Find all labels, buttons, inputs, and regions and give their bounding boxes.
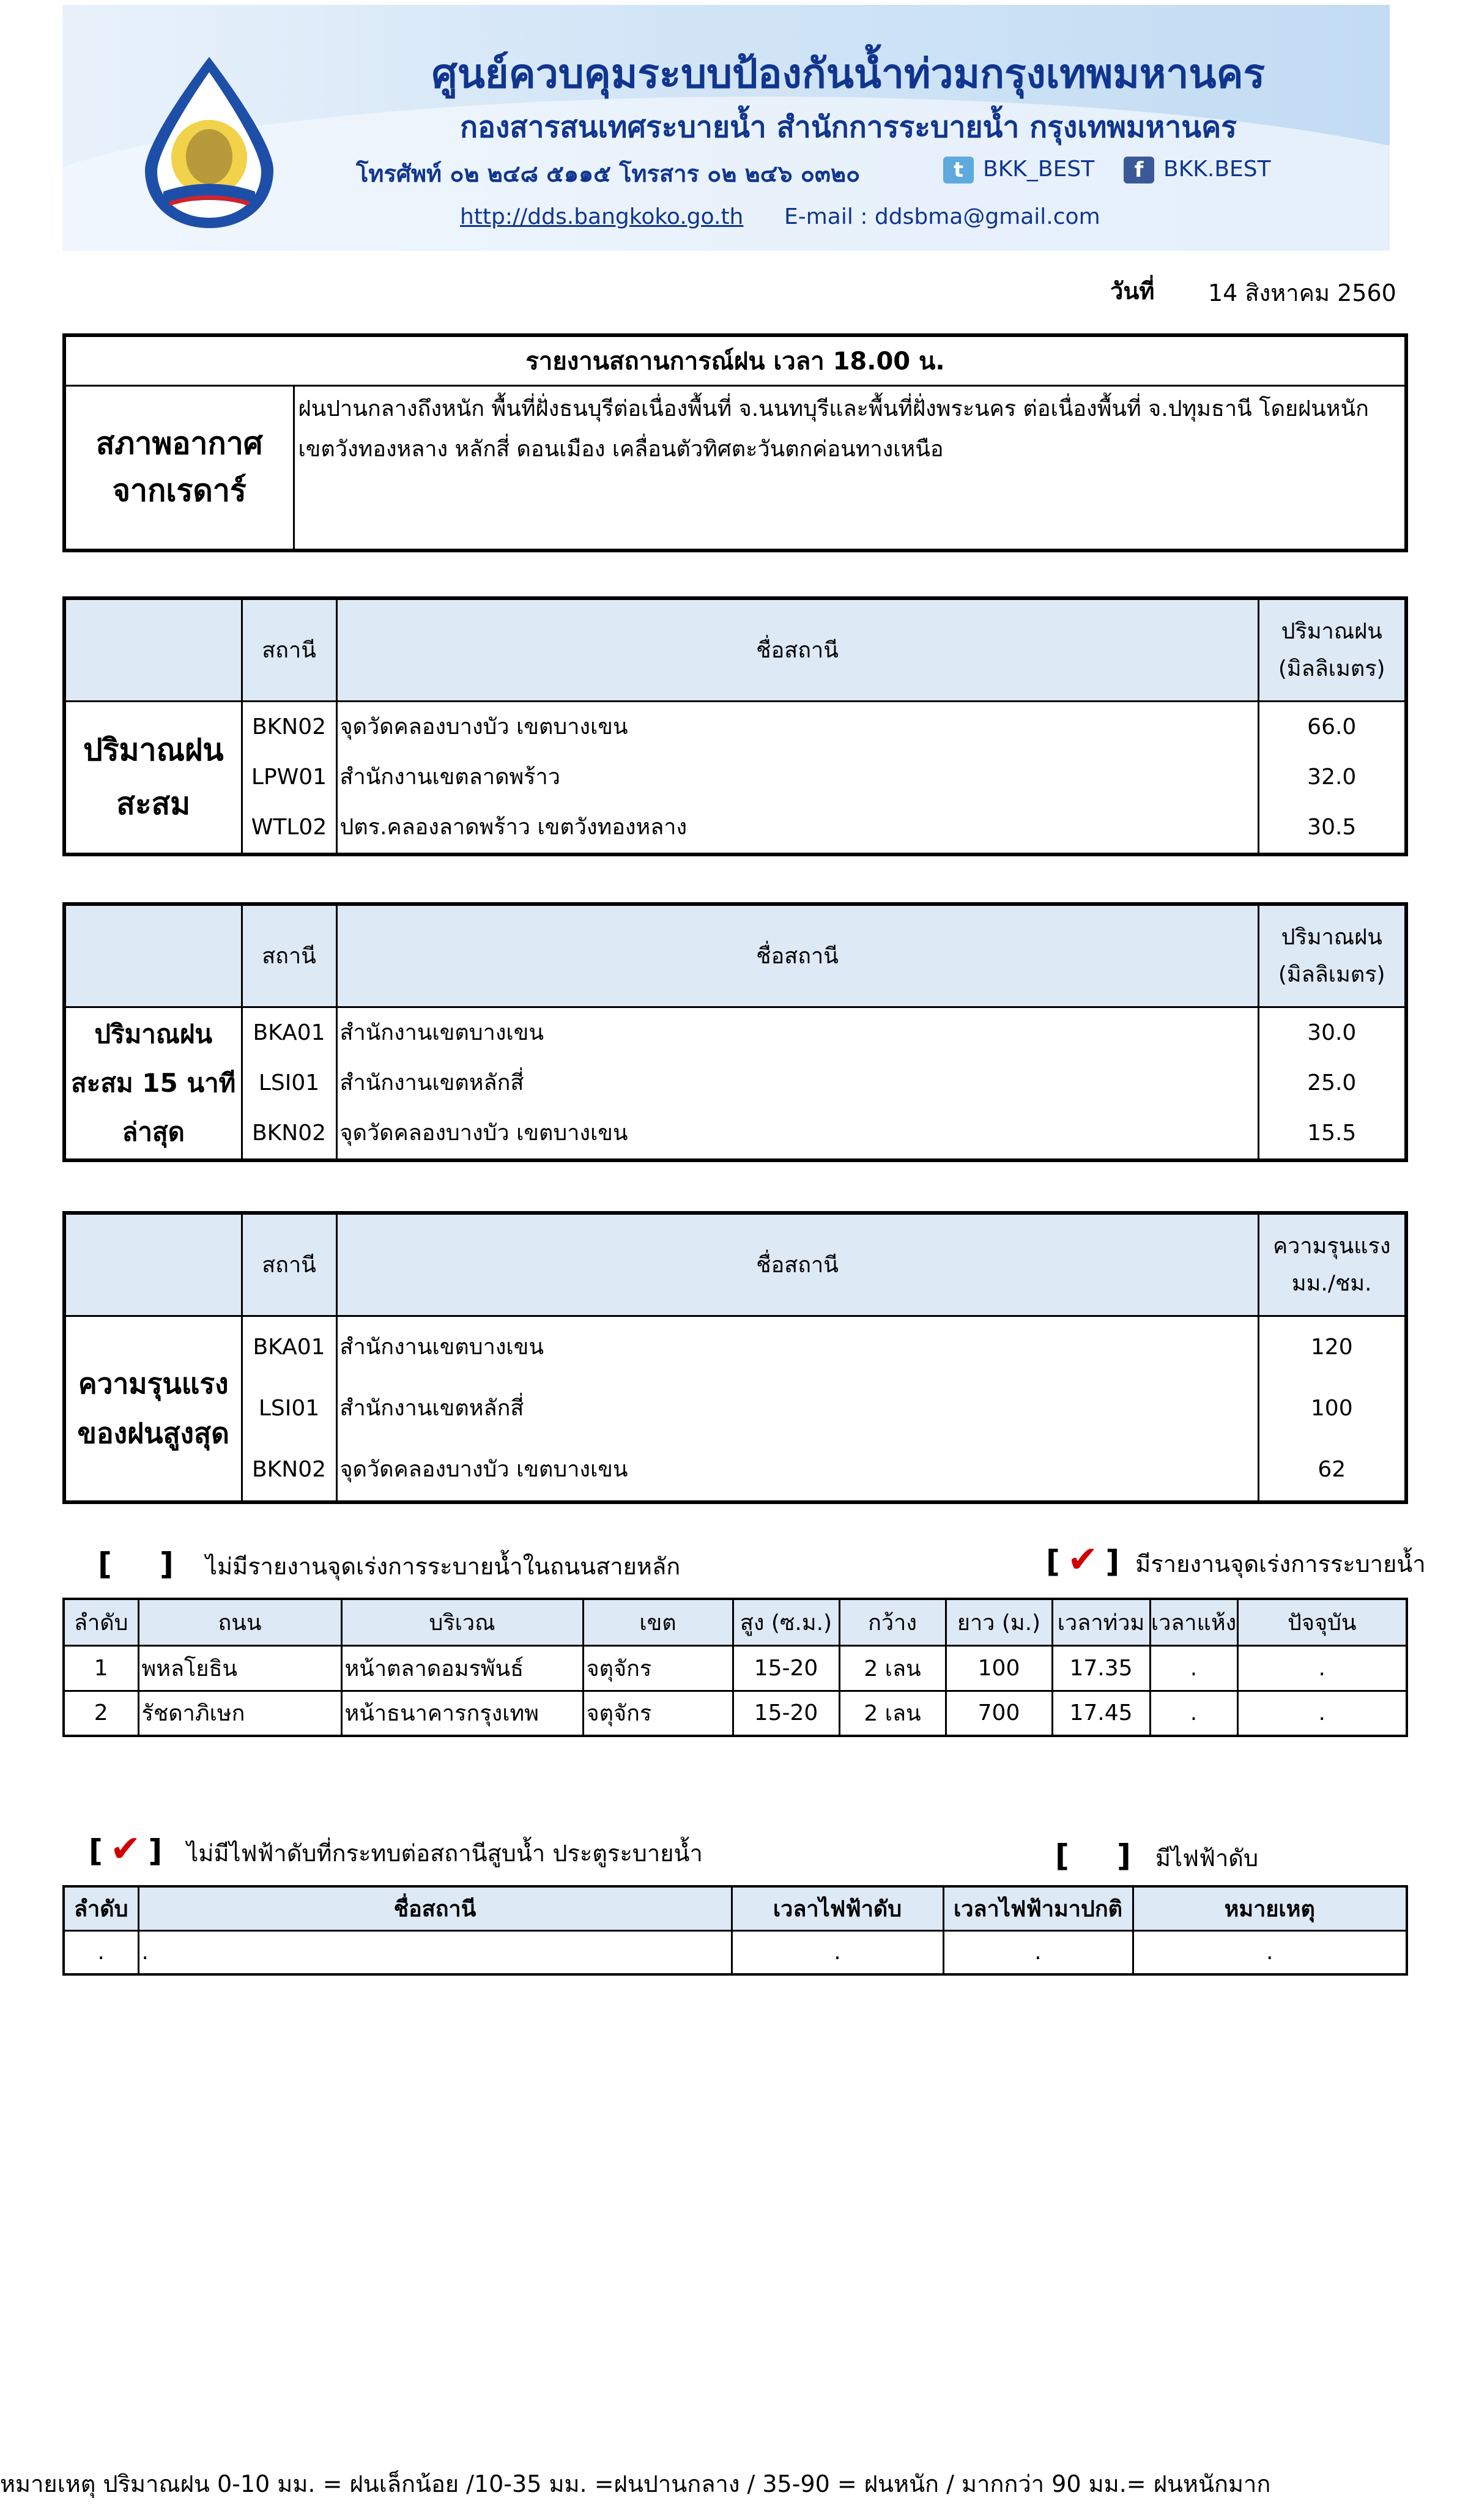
section-label [64,701,242,854]
section-label-line2: ของฝนสูงสุด [77,1416,229,1450]
radar-report-table [62,333,1408,552]
section-label-line2: สะสม [116,785,191,821]
col-order: ลำดับ [64,1886,138,1930]
website-link[interactable]: http://dds.bangkoko.go.th [460,204,744,229]
section-label-line1: ความรุนแรง [78,1367,229,1400]
power-outage-table [62,1885,1408,1976]
station-name: จุดวัดคลองบางบัว เขตบางเขน [339,1120,628,1146]
radar-label-line2: จากเรดาร์ [112,473,247,509]
twitter-handle[interactable]: BKK_BEST [983,157,1095,182]
rain-value: 15.5 [1307,1120,1357,1146]
cell-length: 100 [946,1645,1052,1691]
cell-height: 15-20 [733,1645,839,1691]
table-row [64,1645,1407,1691]
col-rain-amount [1258,904,1406,1007]
table-row [64,1930,1407,1974]
col-current: ปัจจุบัน [1237,1599,1407,1645]
col-flood-time: เวลาท่วม [1052,1599,1150,1645]
cell-district: จตุจักร [583,1691,733,1736]
facebook-handle[interactable]: BKK.BEST [1163,157,1271,182]
col-road: ถนน [138,1599,341,1645]
rain-value: 32.0 [1307,764,1357,790]
section-label-line3: ล่าสุด [122,1116,185,1147]
checkmark-icon[interactable]: ✔ [109,1828,141,1870]
radar-label [64,385,294,550]
rain-value: 30.0 [1307,1020,1357,1045]
cell-station-name: . [138,1930,732,1974]
cell-flood-time: 17.45 [1052,1691,1150,1736]
cell-area: หน้าตลาดอมรพันธ์ [341,1645,583,1691]
checkmark-icon[interactable]: ✔ [1067,1538,1099,1581]
col-station-name: ชื่อสถานี [138,1886,732,1930]
section-label-line1: ปริมาณฝน [83,732,224,768]
station-name: จุดวัดคลองบางบัว เขตบางเขน [339,714,628,739]
rain-values [1258,1007,1406,1160]
col-intensity-line1: ความรุนแรง [1273,1233,1391,1259]
report-title: รายงานสถานการณ์ฝน เวลา 18.00 น. [64,335,1406,385]
station-name: สำนักงานเขตหลักสี่ [339,1395,524,1421]
checkbox-bracket: ] [148,1833,163,1869]
col-rain-amount [1258,598,1406,701]
col-station-name: ชื่อสถานี [336,598,1258,701]
cell-width: 2 เลน [839,1691,946,1736]
cell-order: . [64,1930,138,1974]
cell-order: 1 [64,1645,138,1691]
date-value: 14 สิงหาคม 2560 [1208,280,1396,306]
date-label: วันที่ [1110,278,1155,305]
power-table-header [64,1886,1407,1930]
col-intensity-line2: มม./ชม. [1291,1270,1372,1296]
col-rain-amount-line2: (มิลลิเมตร) [1278,656,1385,681]
email-text: E-mail : ddsbma@gmail.com [784,204,1100,229]
cell-current: . [1237,1691,1407,1736]
station-code: BKN02 [251,714,327,739]
col-station-name: ชื่อสถานี [336,1213,1258,1316]
cell-dry-time: . [1150,1645,1237,1691]
col-rain-amount-line1: ปริมาณฝน [1281,924,1382,950]
cell-area: หน้าธนาคารกรุงเทพ [341,1691,583,1736]
accumulated-rain-table [62,596,1408,856]
section-label-line1: ปริมาณฝน [94,1018,213,1049]
station-name: จุดวัดคลองบางบัว เขตบางเขน [339,1456,628,1482]
station-names [336,1007,1258,1160]
station-code: BKA01 [253,1334,325,1360]
cell-road: พหลโยธิน [138,1645,341,1691]
col-station-name: ชื่อสถานี [336,904,1258,1007]
station-name: สำนักงานเขตบางเขน [339,1020,544,1045]
col-outage-time: เวลาไฟฟ้าดับ [732,1886,943,1930]
no-flood-report-option[interactable] [98,1546,680,1585]
cell-length: 700 [946,1691,1052,1736]
rain-value: 30.5 [1307,814,1357,840]
has-flood-report-option[interactable] [1046,1538,1426,1582]
station-code: BKN02 [251,1456,327,1482]
org-title: ศูนย์ควบคุมระบบป้องกันน้ำท่วมกรุงเทพมหานคร [431,50,1266,97]
cell-restore-time: . [943,1930,1133,1974]
col-intensity [1258,1213,1406,1316]
col-remark: หมายเหตุ [1133,1886,1407,1930]
radar-label-line1: สภาพอากาศ [95,425,263,461]
flood-table-header [64,1599,1407,1645]
station-name: ปตร.คลองลาดพร้าว เขตวังทองหลาง [339,814,688,840]
rain-value: 66.0 [1307,714,1357,739]
cell-current: . [1237,1645,1407,1691]
header-blank [64,598,242,701]
station-names [336,701,1258,854]
rain-15min-table [62,902,1408,1162]
cell-height: 15-20 [733,1691,839,1736]
station-codes [242,1316,336,1502]
cell-order: 2 [64,1691,138,1736]
checkbox-bracket: ] [1105,1544,1120,1579]
no-outage-label: ไม่มีไฟฟ้าดับที่กระทบต่อสถานีสูบน้ำ ประตูระบายน้ำ [187,1840,703,1867]
col-dry-time: เวลาแห้ง [1150,1599,1237,1645]
col-rain-amount-line2: (มิลลิเมตร) [1278,962,1385,987]
checkbox-bracket: ] [160,1546,174,1582]
station-code: WTL02 [251,814,327,840]
col-rain-amount-line1: ปริมาณฝน [1281,618,1382,644]
station-name: สำนักงานเขตบางเขน [339,1334,544,1360]
section-label [64,1316,242,1502]
station-code: LPW01 [251,764,327,790]
cell-width: 2 เลน [839,1645,946,1691]
cell-outage-time: . [732,1930,943,1974]
table-row [64,1691,1407,1736]
rain-values [1258,701,1406,854]
phone-line: โทรศัพท์ ๐๒ ๒๔๘ ๕๑๑๕ โทรสาร ๐๒ ๒๔๖ ๐๓๒๐ [356,160,861,187]
cell-district: จตุจักร [583,1645,733,1691]
footer-note: หมายเหตุ ปริมาณฝน 0-10 มม. = ฝนเล็กน้อย /10-35 มม. =ฝนปานกลาง / 35-90 = ฝนหนัก / มากกว่า 90 มม.= ฝนหนักมาก [0,2470,1271,2497]
header-banner [62,5,1390,251]
col-order: ลำดับ [64,1599,138,1645]
checkbox-bracket: [ [98,1546,112,1582]
station-codes [242,701,336,854]
intensity-value: 62 [1318,1456,1346,1482]
col-height: สูง (ซ.ม.) [733,1599,839,1645]
cell-road: รัชดาภิเษก [138,1691,341,1736]
outage-option[interactable] [1055,1838,1258,1877]
intensity-value: 120 [1310,1334,1353,1360]
station-code: BKN02 [251,1120,327,1146]
cell-remark: . [1133,1930,1407,1974]
intensity-value: 100 [1310,1395,1353,1421]
station-codes [242,1007,336,1160]
checkbox-bracket: [ [89,1833,103,1869]
header-blank [64,1213,242,1316]
facebook-icon[interactable]: f [1124,157,1154,183]
no-outage-option[interactable] [89,1828,703,1872]
radar-description: ฝนปานกลางถึงหนัก พื้นที่ฝั่งธนบุรีต่อเนื่องพื้นที่ จ.นนทบุรีและพื้นที่ฝั่งพระนคร ต่อเนื่องพื้นที่ จ.ปทุมธานี โดยฝนหนักเขตวังทองหลาง หลักสี่ ดอนเมือง เคลื่อนตัวทิศตะวันตกค่อนทางเหนือ [294,385,1406,550]
station-name: สำนักงานเขตลาดพร้าว [339,764,560,790]
checkbox-bracket: [ [1055,1838,1069,1873]
outage-label: มีไฟฟ้าดับ [1155,1845,1259,1872]
section-label [64,1007,242,1160]
station-name: สำนักงานเขตหลักสี่ [339,1070,524,1095]
has-flood-report-label: มีรายงานจุดเร่งการระบายน้ำ [1135,1551,1426,1577]
col-length: ยาว (ม.) [946,1599,1052,1645]
cell-flood-time: 17.35 [1052,1645,1150,1691]
col-station: สถานี [242,904,336,1007]
no-flood-report-label: ไม่มีรายงานจุดเร่งการระบายน้ำในถนนสายหลัก [206,1553,681,1580]
col-district: เขต [583,1599,733,1645]
station-names [336,1316,1258,1502]
org-subtitle: กองสารสนเทศระบายน้ำ สำนักการระบายน้ำ กรุงเทพมหานคร [460,110,1237,144]
header-blank [64,904,242,1007]
twitter-icon[interactable]: t [943,157,974,183]
col-station: สถานี [242,598,336,701]
section-label-line2: สะสม 15 นาที [71,1067,236,1098]
col-station: สถานี [242,1213,336,1316]
station-code: BKA01 [253,1020,325,1045]
col-restore-time: เวลาไฟฟ้ามาปกติ [943,1886,1133,1930]
flood-points-table [62,1598,1408,1737]
checkbox-bracket: ] [1117,1838,1131,1873]
station-code: LSI01 [258,1395,320,1421]
max-intensity-table [62,1211,1408,1504]
checkbox-bracket: [ [1046,1544,1060,1579]
station-code: LSI01 [258,1070,320,1095]
intensity-values [1258,1316,1406,1502]
water-drop-logo-icon [136,54,283,231]
col-area: บริเวณ [341,1599,583,1645]
cell-dry-time: . [1150,1691,1237,1736]
col-width: กว้าง [839,1599,946,1645]
rain-value: 25.0 [1307,1070,1357,1095]
